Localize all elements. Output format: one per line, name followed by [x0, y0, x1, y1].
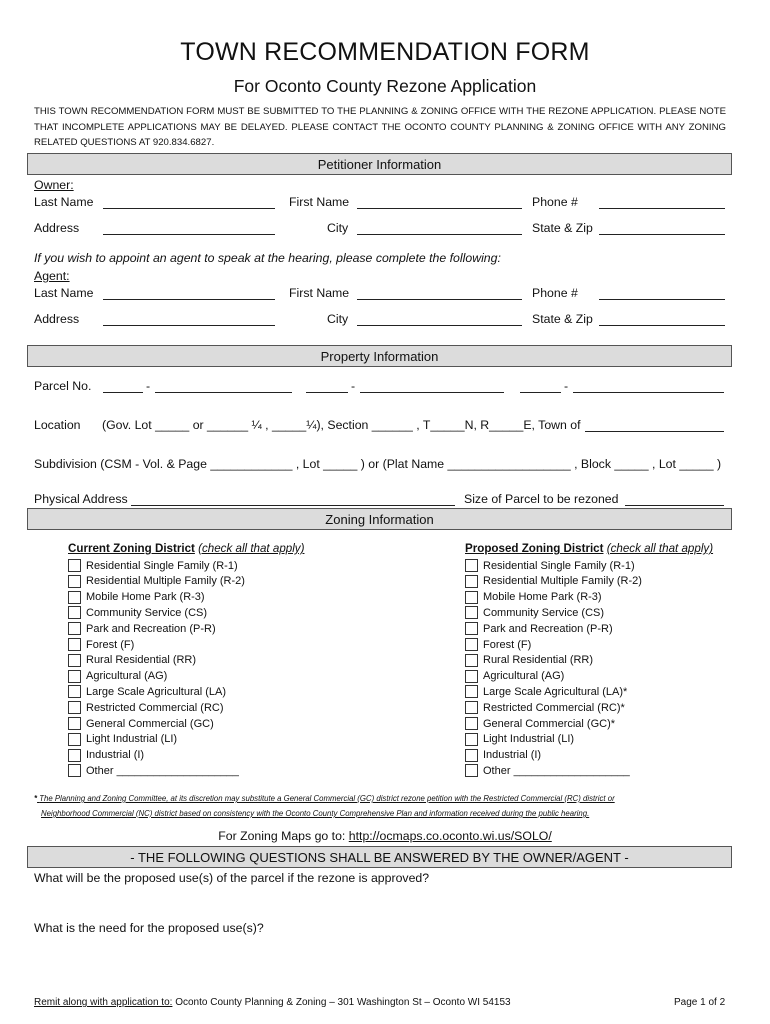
current-zoning-checkbox-11[interactable] [68, 733, 81, 746]
remit-address: Oconto County Planning & Zoning – 301 Washington St – Oconto WI 54153 [175, 997, 511, 1008]
physical-address-field[interactable] [131, 505, 455, 506]
zoning-maps-prefix: For Zoning Maps go to: [218, 829, 349, 843]
proposed-zoning-option-3[interactable] [465, 605, 604, 620]
agent-phone-field[interactable] [599, 299, 725, 300]
proposed-zoning-option-7[interactable] [465, 669, 564, 684]
current-zoning-option-label-8: Large Scale Agricultural (LA) [86, 685, 227, 698]
proposed-zoning-option-12[interactable] [465, 748, 541, 763]
remit-line [34, 997, 511, 1008]
current-zoning-checkbox-13[interactable] [68, 764, 81, 777]
proposed-zoning-option-label-7: Agricultural (AG) [483, 670, 565, 683]
owner-state-zip-label: State & Zip [532, 221, 593, 235]
proposed-zoning-checkbox-2[interactable] [465, 591, 478, 604]
current-zoning-heading [68, 542, 304, 555]
subdivision-text: Subdivision (CSM - Vol. & Page ____________ , Lot _____ ) or (Plat Name __________________ , Block _____ , Lot _____ ) [34, 457, 722, 471]
current-zoning-option-8[interactable] [68, 684, 226, 699]
proposed-zoning-option-label-8: Large Scale Agricultural (LA)* [483, 685, 628, 698]
current-zoning-option-1[interactable] [68, 574, 245, 589]
proposed-zoning-option-0[interactable] [465, 558, 635, 573]
proposed-zoning-checkbox-3[interactable] [465, 606, 478, 619]
current-zoning-checkbox-3[interactable] [68, 606, 81, 619]
proposed-zoning-heading [465, 542, 713, 555]
owner-last-name-label: Last Name [34, 195, 94, 209]
questions-section-header: - THE FOLLOWING QUESTIONS SHALL BE ANSWERED BY THE OWNER/AGENT - [27, 846, 732, 868]
submission-notice: THIS TOWN RECOMMENDATION FORM MUST BE SUBMITTED TO THE PLANNING & ZONING OFFICE WITH THE REZONE APPLICATION. PLEASE NOTE THAT INCOMPLETE APPLICATIONS MAY BE DELAYED. PLEASE CONTACT THE OCONTO COUNTY PLANNING & ZONING OFFICE WITH ANY ZONING RELATED QUESTIONS AT 920.834.6827. [34, 106, 726, 148]
current-zoning-checkbox-8[interactable] [68, 685, 81, 698]
proposed-zoning-option-4[interactable] [465, 621, 613, 636]
proposed-zoning-checkbox-0[interactable] [465, 559, 478, 572]
current-zoning-option-10[interactable] [68, 716, 214, 731]
parcel-size-field[interactable] [625, 505, 724, 506]
proposed-zoning-checkbox-9[interactable] [465, 701, 478, 714]
current-zoning-option-label-0: Residential Single Family (R-1) [86, 559, 238, 572]
question-need-for-use: What is the need for the proposed use(s)? [34, 921, 264, 935]
proposed-zoning-option-label-10: General Commercial (GC)* [483, 717, 616, 730]
proposed-zoning-checkbox-11[interactable] [465, 733, 478, 746]
agent-phone-label: Phone # [532, 286, 578, 300]
proposed-zoning-option-label-6: Rural Residential (RR) [483, 654, 594, 667]
proposed-zoning-option-2[interactable] [465, 590, 602, 605]
parcel-dash-3: - [564, 379, 569, 393]
property-section-header: Property Information [27, 345, 732, 367]
agent-city-field[interactable] [357, 325, 522, 326]
proposed-zoning-option-10[interactable] [465, 716, 615, 731]
current-zoning-checkbox-0[interactable] [68, 559, 81, 572]
proposed-zoning-option-label-4: Park and Recreation (P-R) [483, 622, 613, 635]
current-zoning-option-label-12: Industrial (I) [86, 749, 145, 762]
parcel-no-field-2b[interactable] [360, 392, 504, 393]
agent-first-name-label: First Name [289, 286, 350, 300]
agent-last-name-field[interactable] [103, 299, 275, 300]
parcel-dash-2: - [351, 379, 356, 393]
current-zoning-checkbox-9[interactable] [68, 701, 81, 714]
current-zoning-option-2[interactable] [68, 590, 205, 605]
parcel-no-label: Parcel No. [34, 379, 92, 393]
town-of-field[interactable] [585, 431, 724, 432]
zoning-maps-link[interactable]: http://ocmaps.co.oconto.wi.us/SOLO/ [348, 829, 552, 843]
agent-state-zip-field[interactable] [599, 325, 725, 326]
agent-first-name-field[interactable] [357, 299, 522, 300]
location-fields-text: (Gov. Lot _____ or ______ ¼ , _____¼), Section ______ , T_____N, R_____E, Town of [102, 418, 581, 432]
proposed-zoning-option-label-11: Light Industrial (LI) [483, 733, 575, 746]
current-zoning-checkbox-12[interactable] [68, 749, 81, 762]
proposed-zoning-option-9[interactable] [465, 700, 625, 715]
zoning-section-header: Zoning Information [27, 508, 732, 530]
current-zoning-option-7[interactable] [68, 669, 167, 684]
proposed-zoning-checkbox-5[interactable] [465, 638, 478, 651]
owner-city-field[interactable] [357, 234, 522, 235]
proposed-zoning-heading-text: Proposed Zoning District [465, 542, 604, 555]
owner-phone-label: Phone # [532, 195, 578, 209]
page-number: Page 1 of 2 [674, 997, 726, 1008]
current-zoning-option-label-6: Rural Residential (RR) [86, 654, 197, 667]
current-zoning-option-5[interactable] [68, 637, 134, 652]
proposed-zoning-option-1[interactable] [465, 574, 642, 589]
current-zoning-option-label-7: Agricultural (AG) [86, 670, 168, 683]
physical-address-label: Physical Address [34, 492, 128, 506]
current-zoning-heading-text: Current Zoning District [68, 542, 195, 555]
agent-address-label: Address [34, 312, 80, 326]
current-zoning-checkbox-4[interactable] [68, 622, 81, 635]
location-label: Location [34, 418, 81, 432]
zoning-footnote-line-1 [34, 794, 615, 803]
agent-address-field[interactable] [103, 325, 275, 326]
proposed-zoning-option-6[interactable] [465, 653, 593, 668]
current-zoning-checkbox-2[interactable] [68, 591, 81, 604]
owner-city-label: City [327, 221, 349, 235]
owner-address-label: Address [34, 221, 80, 235]
current-zoning-option-label-13: Other ____________________ [86, 764, 239, 777]
proposed-zoning-checkbox-13[interactable] [465, 764, 478, 777]
current-zoning-option-label-1: Residential Multiple Family (R-2) [86, 575, 245, 588]
owner-phone-field[interactable] [599, 208, 725, 209]
current-zoning-option-label-2: Mobile Home Park (R-3) [86, 591, 205, 604]
current-zoning-option-11[interactable] [68, 732, 177, 747]
current-zoning-checkbox-1[interactable] [68, 575, 81, 588]
proposed-zoning-checkbox-6[interactable] [465, 654, 478, 667]
parcel-no-field-2a[interactable] [306, 392, 348, 393]
owner-address-field[interactable] [103, 234, 275, 235]
current-zoning-option-label-11: Light Industrial (LI) [86, 733, 178, 746]
proposed-zoning-option-label-9: Restricted Commercial (RC)* [483, 701, 625, 714]
petitioner-section-header: Petitioner Information [27, 153, 732, 175]
current-zoning-option-13[interactable] [68, 763, 239, 778]
proposed-zoning-option-label-5: Forest (F) [483, 638, 532, 651]
current-zoning-hint: (check all that apply) [198, 542, 305, 555]
current-zoning-option-label-9: Restricted Commercial (RC) [86, 701, 224, 714]
proposed-zoning-checkbox-12[interactable] [465, 749, 478, 762]
parcel-no-field-3b[interactable] [573, 392, 724, 393]
footnote-star: * [34, 794, 38, 803]
remit-label: Remit along with application to: [34, 997, 173, 1008]
current-zoning-checkbox-6[interactable] [68, 654, 81, 667]
proposed-zoning-hint: (check all that apply) [606, 542, 714, 555]
proposed-zoning-checkbox-7[interactable] [465, 670, 478, 683]
parcel-size-label: Size of Parcel to be rezoned [464, 492, 619, 506]
proposed-zoning-option-5[interactable] [465, 637, 531, 652]
current-zoning-option-4[interactable] [68, 621, 216, 636]
form-subtitle: For Oconto County Rezone Application [233, 76, 537, 96]
proposed-zoning-option-label-12: Industrial (I) [483, 749, 542, 762]
parcel-no-field-3a[interactable] [520, 392, 561, 393]
proposed-zoning-option-label-0: Residential Single Family (R-1) [483, 559, 635, 572]
agent-prompt: If you wish to appoint an agent to speak at the hearing, please complete the following: [34, 251, 501, 265]
current-zoning-option-12[interactable] [68, 748, 144, 763]
current-zoning-checkbox-5[interactable] [68, 638, 81, 651]
current-zoning-option-6[interactable] [68, 653, 196, 668]
zoning-maps-line [0, 829, 770, 843]
parcel-no-field-1b[interactable] [155, 392, 292, 393]
proposed-zoning-option-11[interactable] [465, 732, 574, 747]
agent-city-label: City [327, 312, 349, 326]
current-zoning-option-label-10: General Commercial (GC) [86, 717, 214, 730]
current-zoning-option-9[interactable] [68, 700, 224, 715]
agent-label: Agent: [34, 269, 70, 283]
owner-state-zip-field[interactable] [599, 234, 725, 235]
proposed-zoning-option-label-1: Residential Multiple Family (R-2) [483, 575, 642, 588]
zoning-footnote-line-2: Neighborhood Commercial (NC) district based on consistency with the Oconto County Comprehensive Plan and information received during the public hearing. [41, 809, 590, 818]
form-title: TOWN RECOMMENDATION FORM [180, 38, 590, 66]
owner-label: Owner: [34, 178, 74, 192]
current-zoning-checkbox-10[interactable] [68, 717, 81, 730]
proposed-zoning-option-13[interactable] [465, 763, 630, 778]
agent-state-zip-label: State & Zip [532, 312, 593, 326]
question-proposed-use: What will be the proposed use(s) of the parcel if the rezone is approved? [34, 871, 430, 885]
proposed-zoning-checkbox-8[interactable] [465, 685, 478, 698]
current-zoning-option-label-5: Forest (F) [86, 638, 135, 651]
owner-first-name-label: First Name [289, 195, 350, 209]
owner-first-name-field[interactable] [357, 208, 522, 209]
current-zoning-option-label-4: Park and Recreation (P-R) [86, 622, 216, 635]
owner-last-name-field[interactable] [103, 208, 275, 209]
proposed-zoning-option-8[interactable] [465, 684, 627, 699]
proposed-zoning-option-label-3: Community Service (CS) [483, 606, 605, 619]
current-zoning-option-label-3: Community Service (CS) [86, 606, 208, 619]
agent-last-name-label: Last Name [34, 286, 94, 300]
current-zoning-option-3[interactable] [68, 605, 207, 620]
current-zoning-checkbox-7[interactable] [68, 670, 81, 683]
proposed-zoning-checkbox-4[interactable] [465, 622, 478, 635]
proposed-zoning-checkbox-1[interactable] [465, 575, 478, 588]
proposed-zoning-option-label-2: Mobile Home Park (R-3) [483, 591, 602, 604]
parcel-dash-1: - [146, 379, 151, 393]
proposed-zoning-checkbox-10[interactable] [465, 717, 478, 730]
current-zoning-option-0[interactable] [68, 558, 238, 573]
proposed-zoning-option-label-13: Other ___________________ [483, 764, 630, 777]
parcel-no-field-1a[interactable] [103, 392, 143, 393]
footnote-text-1: The Planning and Zoning Committee, at its discretion may substitute a General Commercial (GC) district rezone petition with the Restricted Commercial (RC) district or [39, 794, 615, 803]
